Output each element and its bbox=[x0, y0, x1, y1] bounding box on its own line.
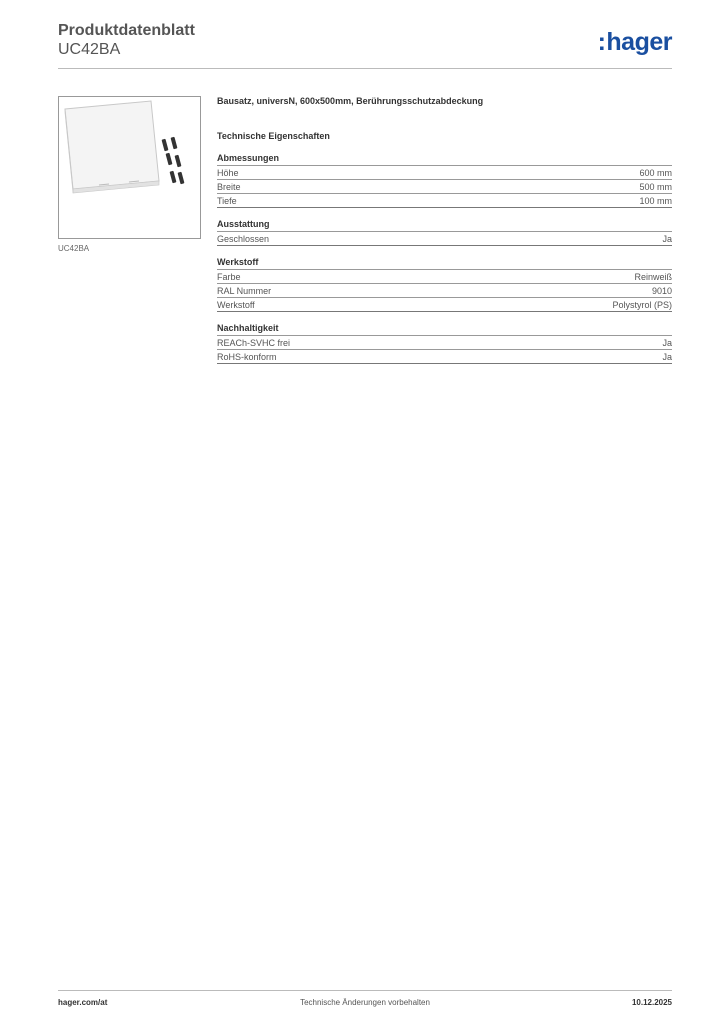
page-title: Produktdatenblatt bbox=[58, 22, 195, 39]
header-divider bbox=[58, 68, 672, 69]
property-value: Reinweiß bbox=[634, 272, 672, 282]
property-row bbox=[217, 336, 672, 350]
property-value: 100 mm bbox=[639, 196, 672, 206]
page-footer bbox=[58, 998, 672, 1010]
property-label: Werkstoff bbox=[217, 300, 255, 310]
section-title: Nachhaltigkeit bbox=[217, 322, 672, 336]
product-code: UC42BA bbox=[58, 41, 121, 58]
property-label: Tiefe bbox=[217, 196, 237, 206]
property-row bbox=[217, 232, 672, 246]
property-row bbox=[217, 194, 672, 208]
product-image-icon bbox=[59, 97, 200, 238]
image-caption: UC42BA bbox=[58, 244, 90, 253]
property-value: Ja bbox=[662, 234, 672, 244]
hager-logo: :hager bbox=[597, 28, 672, 56]
property-label: Breite bbox=[217, 182, 241, 192]
footer-divider bbox=[58, 990, 672, 991]
tech-heading: Technische Eigenschaften bbox=[217, 131, 330, 141]
property-row bbox=[217, 166, 672, 180]
section-werkstoff bbox=[217, 256, 672, 312]
section-title: Ausstattung bbox=[217, 218, 672, 232]
property-row bbox=[217, 180, 672, 194]
property-row bbox=[217, 270, 672, 284]
product-description: Bausatz, universN, 600x500mm, Berührungsschutzabdeckung bbox=[217, 96, 484, 106]
page-header bbox=[58, 22, 672, 68]
property-value: 500 mm bbox=[639, 182, 672, 192]
product-image bbox=[58, 96, 201, 239]
section-title: Werkstoff bbox=[217, 256, 672, 270]
footer-website-link[interactable]: hager.com/at bbox=[58, 998, 108, 1007]
property-row bbox=[217, 298, 672, 312]
property-label: Höhe bbox=[217, 168, 239, 178]
property-value: 600 mm bbox=[639, 168, 672, 178]
section-abmessungen bbox=[217, 152, 672, 208]
property-label: Geschlossen bbox=[217, 234, 270, 244]
product-details bbox=[217, 95, 672, 364]
property-label: Farbe bbox=[217, 272, 241, 282]
property-row bbox=[217, 350, 672, 364]
property-label: REACh-SVHC frei bbox=[217, 338, 291, 348]
property-label: RAL Nummer bbox=[217, 286, 272, 296]
property-row bbox=[217, 284, 672, 298]
property-value: Ja bbox=[662, 338, 672, 348]
section-title: Abmessungen bbox=[217, 152, 672, 166]
property-value: Ja bbox=[662, 352, 672, 362]
footer-date: 10.12.2025 bbox=[631, 998, 672, 1007]
section-nachhaltigkeit bbox=[217, 322, 672, 364]
property-value: 9010 bbox=[651, 286, 672, 296]
footer-disclaimer: Technische Änderungen vorbehalten bbox=[300, 998, 430, 1007]
property-value: Polystyrol (PS) bbox=[612, 300, 672, 310]
property-label: RoHS-konform bbox=[217, 352, 277, 362]
section-ausstattung bbox=[217, 218, 672, 246]
